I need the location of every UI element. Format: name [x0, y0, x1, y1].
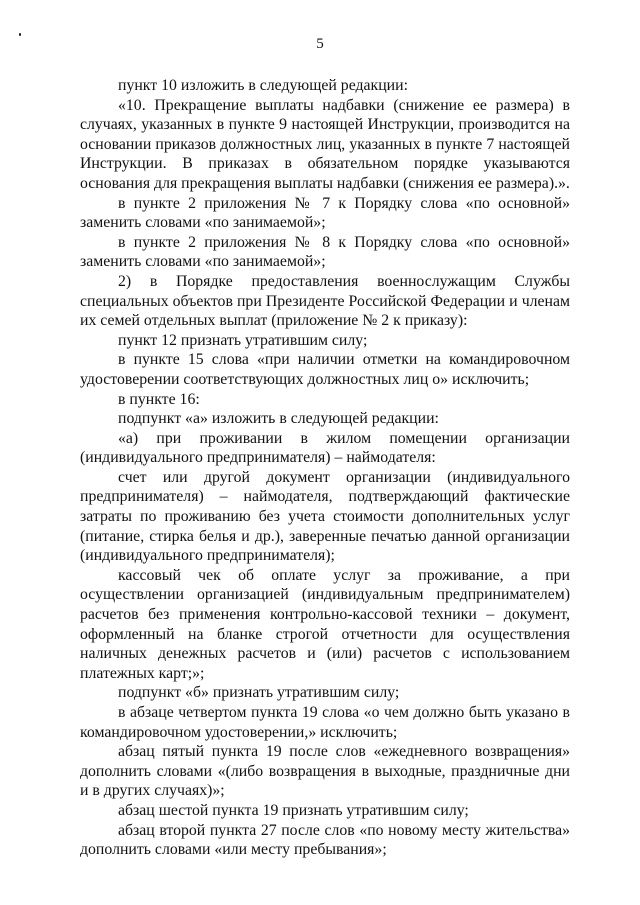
paragraph: абзац второй пункта 27 после слов «по новому месту жительства» дополнить словами «или месту пребывания»; [80, 821, 570, 859]
paragraph: абзац пятый пункта 19 после слов «ежедневного возвращения» дополнить словами «(либо возвращения в выходные, праздничные дни и в других случаях)»; [80, 743, 570, 800]
paragraph: счет или другой документ организации (индивидуального предпринимателя) – наймодателя, подтверждающий фактические затраты по проживанию без учета стоимости дополнительных услуг (питание, стирка белья и др.), заверенные печатью данной организации (индивидуального предпринимателя); [80, 468, 570, 565]
paragraph: подпункт «б» признать утратившим силу; [118, 684, 400, 702]
paragraph: в абзаце четвертом пункта 19 слова «о чем должно быть указано в командировочном удостоверении,» исключить; [80, 704, 570, 741]
paragraph: подпункт «а» изложить в следующей редакции: [118, 410, 439, 428]
paragraph: в пункте 15 слова «при наличии отметки на командировочном удостоверении соответствующих должностных лиц о» исключить; [80, 351, 570, 388]
paragraph: 2) в Порядке предоставления военнослужащим Службы специальных объектов при Президенте Российской Федерации и членам их семей отдельных выплат (приложение № 2 к приказу): [80, 272, 570, 330]
paragraph: «а) при проживании в жилом помещении организации (индивидуального предпринимателя) – наймодателя: [80, 429, 570, 467]
paragraph: в пункте 2 приложения № 7 к Порядку слова «по основной» заменить словами «по занимаемой»; [80, 194, 570, 232]
paragraph: кассовый чек об оплате услуг за проживание, а при осуществлении организацией (индивидуальным предпринимателем) расчетов без применения контрольно-кассовой техники – документ, оформленный на бланке строгой отчетности для осуществления наличных денежных расчетов и (или) расчетов с использованием платежных карт;»; [80, 566, 570, 682]
paragraph: в пункте 2 приложения № 8 к Порядку слова «по основной» заменить словами «по занимаемой»; [80, 233, 570, 271]
paragraph: пункт 10 изложить в следующей редакции: [118, 77, 408, 94]
paragraph: «10. Прекращение выплаты надбавки (снижение ее размера) в случаях, указанных в пункте 9 настоящей Инструкции, производится на основании приказов должностных лиц, указанных в пункте 7 настоящей Инструкции. В приказах в обязательном порядке указываются основания для прекращения выплаты надбавки (снижения ее размера).». [80, 96, 570, 192]
paragraph: в пункте 16: [118, 390, 200, 408]
page-number: 5 [316, 36, 324, 52]
paragraph: абзац шестой пункта 19 признать утратившим силу; [118, 801, 469, 819]
document-body [80, 76, 570, 860]
paragraph: пункт 12 признать утратившим силу; [118, 331, 368, 349]
